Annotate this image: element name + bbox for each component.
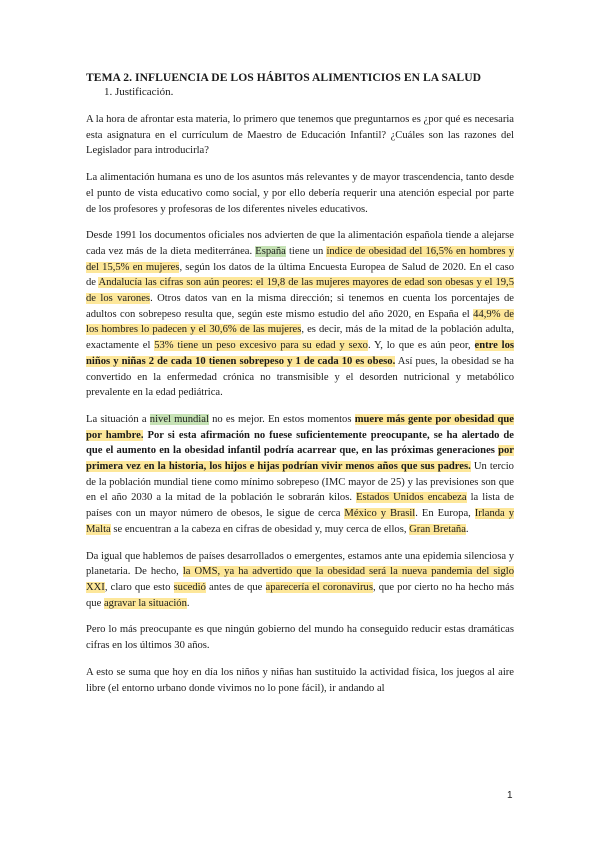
highlight-yellow: agravar la situación	[103, 597, 187, 609]
text-run: . Otros datos van en la misma dirección; si tenemos en cuenta los porcentajes de adultos con sobrepeso resulta que, según este mismo estudio del año 2020, en España el	[86, 293, 515, 320]
text-run: A la hora de afrontar esta materia, lo primero que tenemos que preguntarnos es ¿por qué es necesaria esta asignatura en el currículum de Maestro de Educación Infantil? ¿Cuáles son las razones del Legislador para introducirla?	[86, 114, 514, 157]
text-run: Pero lo más preocupante es que ningún gobierno del mundo ha conseguido reducir estas dramáticas cifras en los últimos 30 años.	[86, 624, 514, 652]
highlight-yellow: sucedió	[173, 581, 206, 593]
paragraph	[86, 112, 514, 159]
highlight-yellow: entre los niños y niñas 2 de cada 10 tienen sobrepeso y 1 de cada 10 es obeso.	[86, 340, 515, 367]
text-run: Da igual que hablemos de países desarrollados o emergentes, estamos ante una epidemia silenciosa y planetaria. De hecho,	[86, 550, 514, 578]
highlight-yellow: Estados Unidos encabeza	[356, 492, 467, 504]
highlight-yellow: Andalucía las cifras son aún peores: el 19,8 de las mujeres mayores de edad son obesas y el 19,5 de los varones	[86, 277, 514, 305]
document-page	[86, 70, 514, 707]
highlight-yellow: índice de obesidad del 16,5% en hombres y del 15,5% en mujeres	[86, 245, 514, 273]
highlight-yellow: Irlanda y Malta	[86, 508, 514, 535]
text-run: no es mejor. En estos momentos	[208, 413, 355, 425]
text-run: , claro que esto	[104, 581, 174, 593]
highlight-green: nivel mundial	[149, 413, 209, 425]
text-run: Así pues, la obesidad se ha convertido en la enfermedad crónica no transmisible y el desorden nutricional y metabólico prevalente en la edad pediátrica.	[86, 355, 515, 399]
highlight-green: España	[255, 245, 286, 257]
text-run: la lista de países con un mayor número de obesos, le sigue de cerca	[86, 492, 514, 520]
highlight-yellow: México y Brasil	[344, 508, 416, 520]
section-heading: 1. Justificación.	[104, 86, 174, 98]
highlight-yellow: 53% tiene un peso excesivo para su edad y sexo	[154, 340, 368, 352]
page-number: 1	[507, 790, 513, 801]
text-run: . Y, lo que es aún peor,	[367, 340, 475, 352]
highlight-yellow: 44,9% de los hombres lo padecen y el 30,6% de las mujeres	[86, 308, 514, 336]
text-run: , según los datos de la última Encuesta Europea de Salud de 2020. En el caso de	[86, 261, 514, 289]
paragraph	[86, 412, 514, 538]
highlight-yellow: Gran Bretaña	[409, 523, 466, 535]
text-run: , que por cierto no ha hecho más que	[86, 581, 514, 609]
paragraph	[86, 228, 514, 401]
paragraph	[86, 549, 514, 612]
text-run: . En Europa,	[415, 508, 475, 520]
text-run: tiene un	[285, 245, 327, 257]
text-run: Desde 1991 los documentos oficiales nos advierten de que la alimentación española tiende a alejarse cada vez más de la dieta mediterránea.	[86, 230, 514, 257]
text-run: La situación a	[86, 413, 150, 425]
text-run: .	[186, 597, 190, 609]
highlight-yellow: la OMS, ya ha advertido que la obesidad será la nueva pandemia del siglo XXI	[86, 566, 514, 593]
highlight-yellow: por primera vez en la historia, los hijos e hijas podrían vivir menos años que sus padres.	[86, 445, 514, 473]
highlight-yellow: aparecería el coronavirus	[265, 581, 373, 593]
text-run: A esto se suma que hoy en día los niños y niñas han sustituido la actividad física, los juegos al aire libre (el entorno urbano donde vivimos no lo pone fácil), ir andando al	[86, 666, 514, 694]
document-body	[86, 112, 514, 696]
text-run: La alimentación humana es uno de los asuntos más relevantes y de mayor trascendencia, tanto desde el punto de vista educativo como social, y por ello debería requerir una atención especial por parte de los profesores y profesoras de los diferentes niveles educativos.	[86, 172, 514, 215]
text-run: antes de que	[205, 581, 266, 593]
text-run: se encuentran a la cabeza en cifras de obesidad y, muy cerca de ellos,	[110, 523, 410, 535]
text-run: , es decir, más de la mitad de la población adulta, exactamente el	[86, 324, 515, 352]
bold-text: Por si esta afirmación no fuese suficientemente preocupante, se ha alertado de que el aumento en la obesidad infantil podría acarrear que, en las próximas generaciones	[86, 429, 514, 457]
paragraph	[86, 622, 514, 653]
highlight-yellow: muere más gente por obesidad que por hambre.	[86, 413, 514, 441]
text-run: Un tercio de la población mundial tiene como mínimo sobrepeso (IMC mayor de 25) y las previsiones son que en el año 2030 a la mitad de la población le sobrarán kilos.	[86, 461, 514, 504]
paragraph	[86, 170, 514, 217]
text-run: .	[465, 523, 469, 535]
paragraph	[86, 665, 514, 696]
document-title: TEMA 2. INFLUENCIA DE LOS HÁBITOS ALIMENTICIOS EN LA SALUD	[86, 71, 482, 84]
